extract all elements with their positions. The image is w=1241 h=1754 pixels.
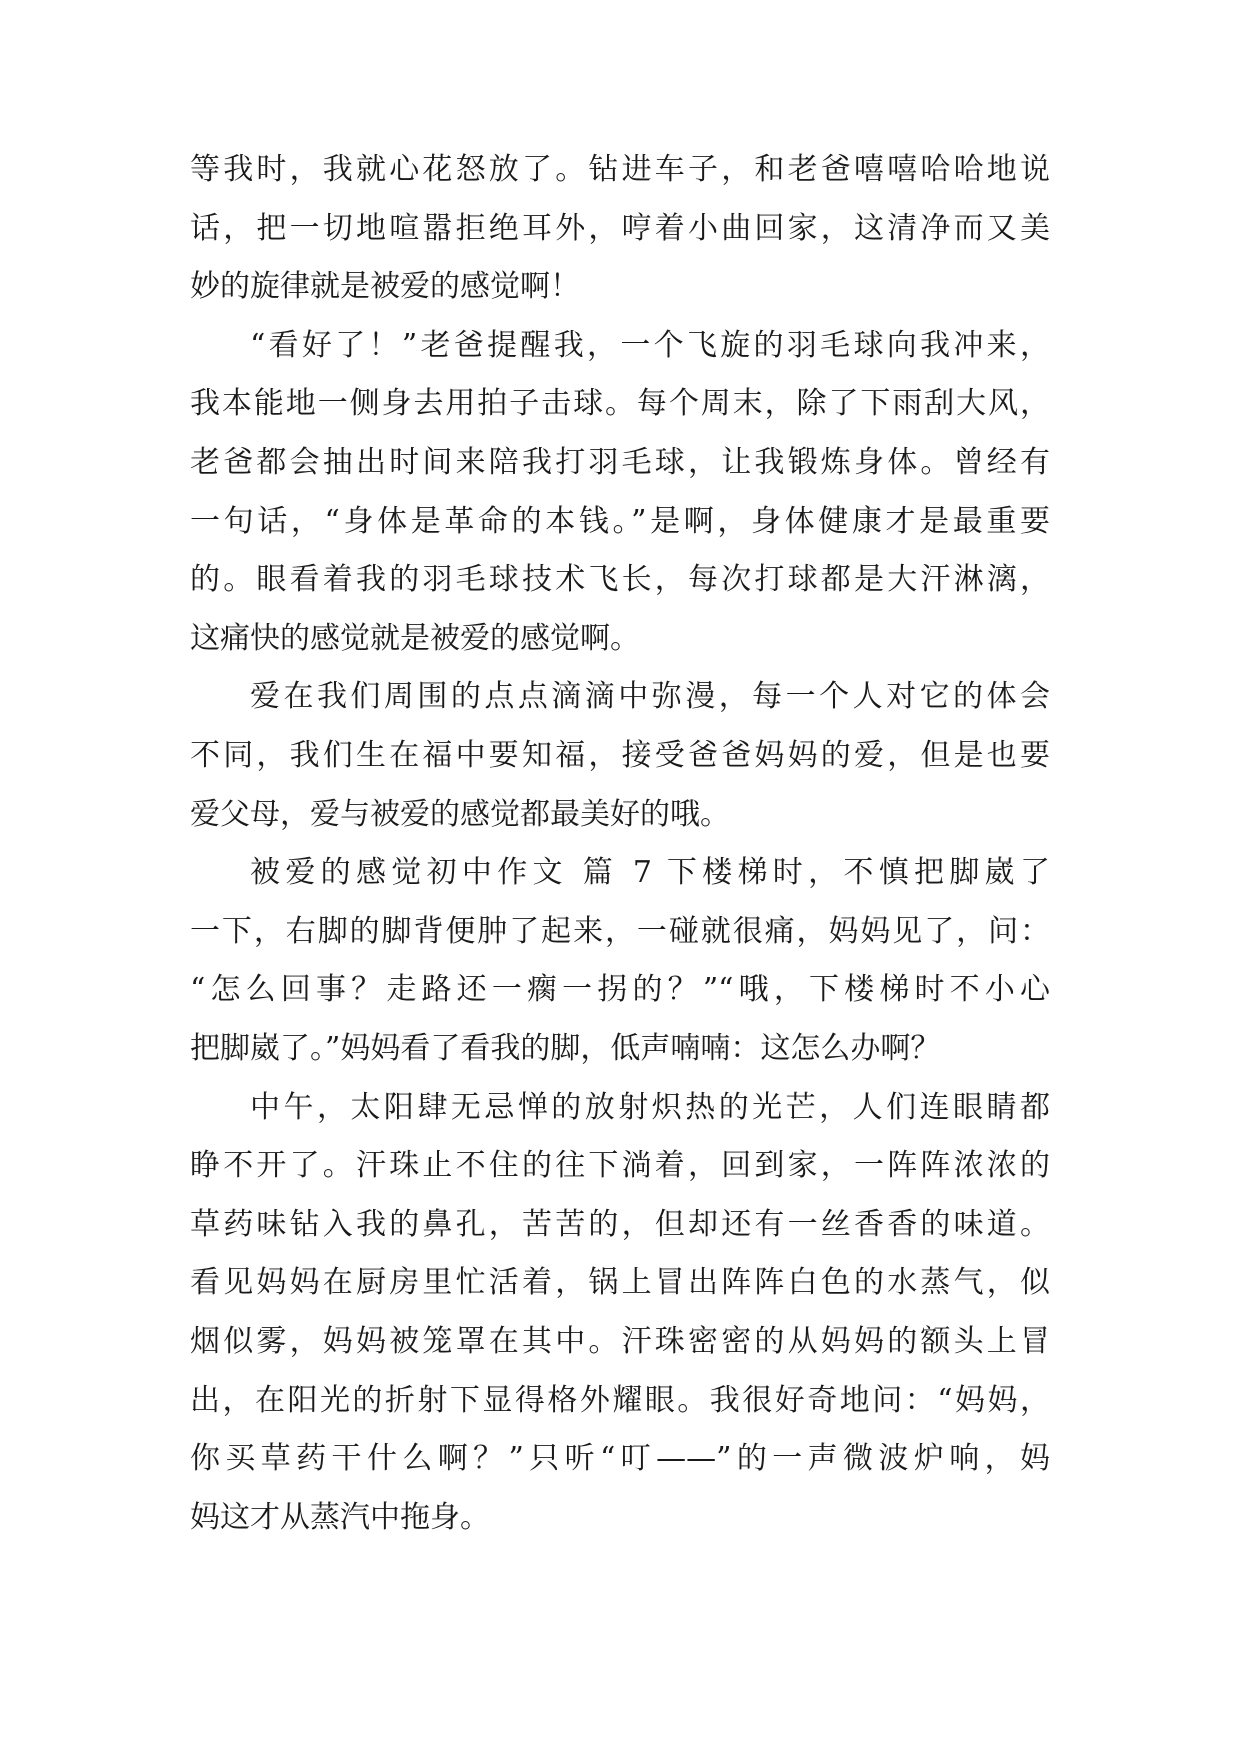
text-line: 妙的旋律就是被爱的感觉啊！ [190,269,580,304]
text-line: “看好了！”老爸提醒我，一个飞旋的羽毛球向我冲来， [250,328,1050,363]
text-line: 爱父母，爱与被爱的感觉都最美好的哦。 [190,797,730,832]
text-line: 中午，太阳肆无忌惮的放射炽热的光芒，人们连眼睛都 [250,1090,1050,1125]
text-line: 这痛快的感觉就是被爱的感觉啊。 [190,621,640,656]
text-line: 一下，右脚的脚背便肿了起来，一碰就很痛，妈妈见了，问： [190,914,1050,949]
text-line: 草药味钻入我的鼻孔，苦苦的，但却还有一丝香香的味道。 [190,1207,1050,1242]
text-line: 一句话，“身体是革命的本钱。”是啊，身体健康才是最重要 [190,504,1050,539]
text-line: 被爱的感觉初中作文 篇 7 下楼梯时，不慎把脚崴了 [250,855,1050,890]
text-line: 的。眼看着我的羽毛球技术飞长，每次打球都是大汗淋漓， [190,562,1050,597]
text-line: 看见妈妈在厨房里忙活着，锅上冒出阵阵白色的水蒸气，似 [190,1265,1050,1300]
text-line: 睁不开了。汗珠止不住的往下淌着，回到家，一阵阵浓浓的 [190,1148,1050,1183]
text-line: 爱在我们周围的点点滴滴中弥漫，每一个人对它的体会 [250,679,1050,714]
text-line: 出，在阳光的折射下显得格外耀眼。我很好奇地问：“妈妈， [190,1383,1050,1418]
text-line: 烟似雾，妈妈被笼罩在其中。汗珠密密的从妈妈的额头上冒 [190,1324,1050,1359]
text-line: 话，把一切地喧嚣拒绝耳外，哼着小曲回家，这清净而又美 [190,211,1050,246]
text-line: 不同，我们生在福中要知福，接受爸爸妈妈的爱，但是也要 [190,738,1050,773]
text-line: 等我时，我就心花怒放了。钻进车子，和老爸嘻嘻哈哈地说 [190,152,1050,187]
text-line: 把脚崴了。”妈妈看了看我的脚，低声喃喃：这怎么办啊？ [190,1031,941,1066]
text-line: 老爸都会抽出时间来陪我打羽毛球，让我锻炼身体。曾经有 [190,445,1050,480]
text-line: 你买草药干什么啊？”只听“叮——”的一声微波炉响，妈 [190,1441,1050,1476]
text-line: 我本能地一侧身去用拍子击球。每个周末，除了下雨刮大风， [190,386,1050,421]
text-line: “怎么回事？走路还一瘸一拐的？”“哦，下楼梯时不小心 [190,972,1050,1007]
text-line: 妈这才从蒸汽中拖身。 [190,1500,490,1535]
